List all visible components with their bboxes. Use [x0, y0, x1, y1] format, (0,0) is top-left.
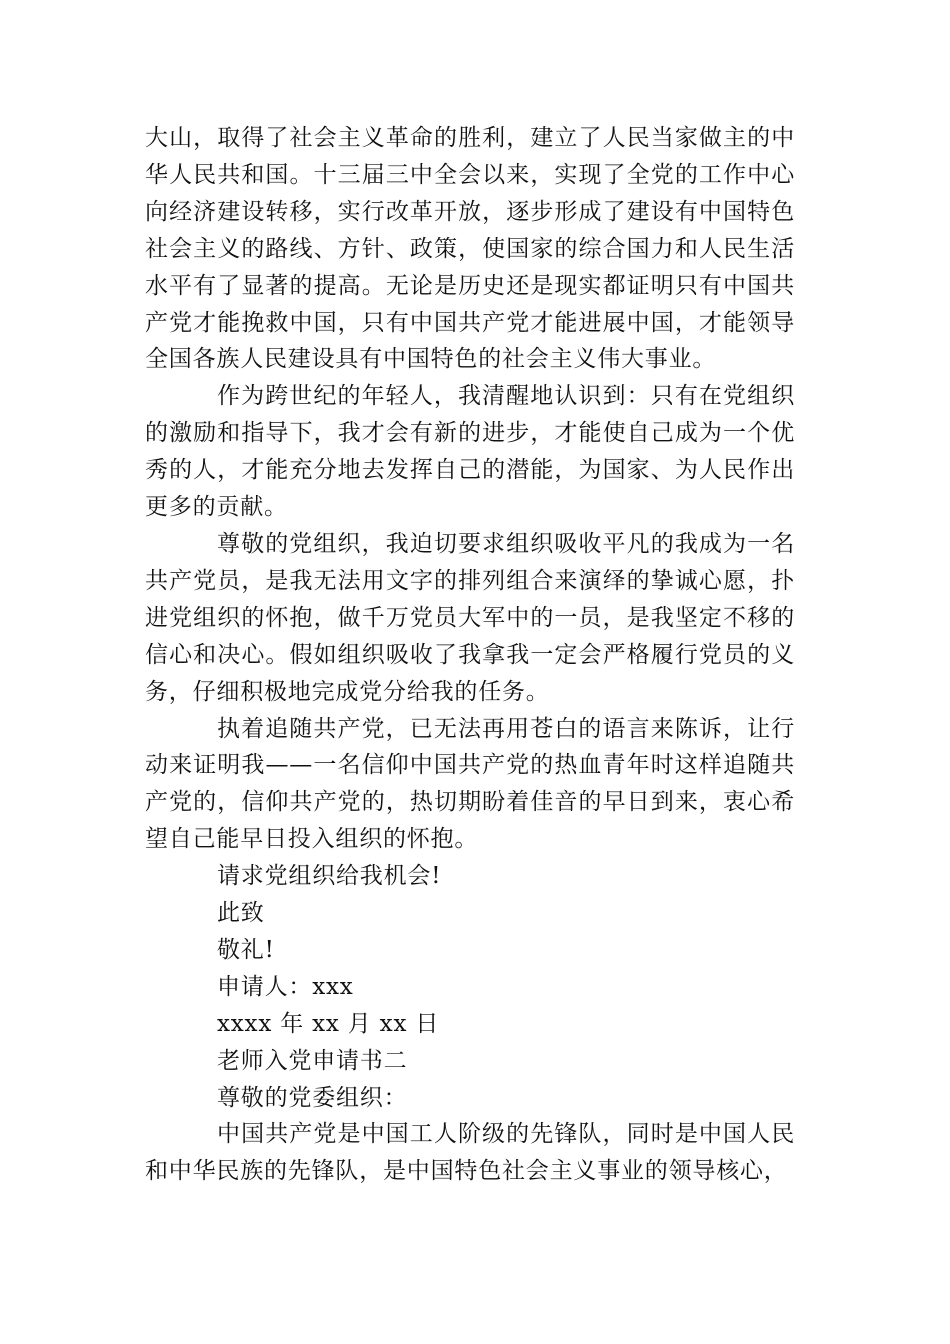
closing-salutation-1: 此致: [217, 900, 265, 927]
application-date: xxxx 年 xx 月 xx 日: [217, 1010, 440, 1037]
second-letter-title: 老师入党申请书二: [217, 1047, 408, 1074]
paragraph-awareness: 作为跨世纪的年轻人，我清醒地认识到：只有在党组织的激励和指导下，我才会有新的进步，才能使自己成为一个优秀的人，才能充分地去发挥自己的潜能，为国家、为人民作出更多的贡献。: [145, 383, 795, 521]
applicant-name: 申请人：xxx: [217, 973, 354, 1000]
closing-request: 请求党组织给我机会!: [217, 863, 442, 890]
second-letter-paragraph: 中国共产党是中国工人阶级的先锋队，同时是中国人民和中华民族的先锋队，是中国特色社会主义事业的领导核心，: [145, 1121, 795, 1185]
closing-salutation-2: 敬礼!: [217, 936, 275, 963]
document-body: [145, 120, 795, 1190]
paragraph-devotion: 执着追随共产党，已无法再用苍白的语言来陈诉，让行动来证明我——一名信仰中国共产党的热血青年时这样追随共产党的，信仰共产党的，热切期盼着佳音的早日到来，衷心希望自己能早日投入组织的怀抱。: [145, 715, 795, 853]
paragraph-history: 大山，取得了社会主义革命的胜利，建立了人民当家做主的中华人民共和国。十三届三中全会以来，实现了全党的工作中心向经济建设转移，实行改革开放，逐步形成了建设有中国特色社会主义的路线、方针、政策，使国家的综合国力和人民生活水平有了显著的提高。无论是历史还是现实都证明只有中国共产党才能挽救中国，只有中国共产党才能进展中国，才能领导全国各族人民建设具有中国特色的社会主义伟大事业。: [145, 125, 795, 373]
paragraph-request: 尊敬的党组织，我迫切要求组织吸收平凡的我成为一名共产党员，是我无法用文字的排列组合来演绎的挚诚心愿，扑进党组织的怀抱，做千万党员大军中的一员，是我坚定不移的信心和决心。假如组织吸收了我拿我一定会严格履行党员的义务，仔细积极地完成党分给我的任务。: [145, 530, 795, 705]
second-letter-greeting: 尊敬的党委组织：: [217, 1084, 408, 1111]
